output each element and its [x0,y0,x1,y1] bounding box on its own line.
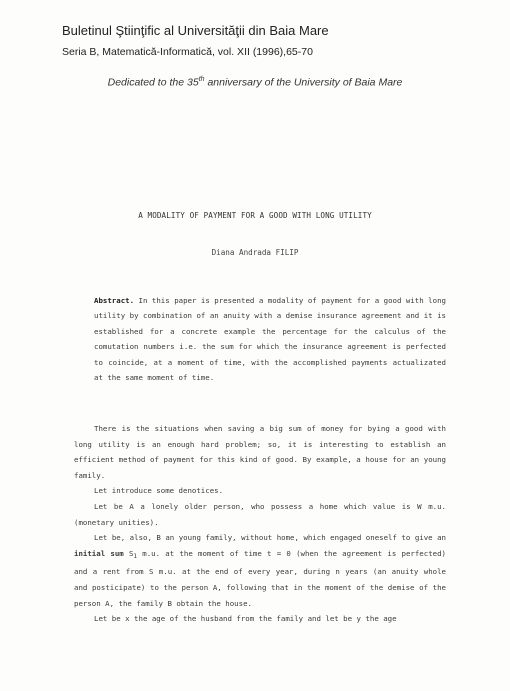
dedication-superscript: th [198,76,205,83]
paragraph-2: Let introduce some denotices. [94,486,224,496]
paragraph-5: Let be x the age of the husband from the family and let be y the age [94,614,397,624]
abstract-label: Abstract. [94,296,135,305]
journal-name: Buletinul Ştiinţific al Universităţii din Baia Mare [62,23,329,38]
dedication [0,76,510,89]
paragraph-1: There is the situations when saving a big sum of money for bying a good with long utility is an enough hard problem; so, it is interesting to establish an efficient method of payment for this kind of good. By example, a house for an young family. [74,424,446,480]
journal-series: Seria B, Matematică-Informatică, vol. XII (1996),65-70 [62,46,313,58]
abstract-text: In this paper is presented a modality of payment for a good with long utility by combination of an anuity with a demise insurance agreement and it is established for a concrete example the percentage for the calculus of the comutation numbers i.e. the sum for which the insurance agreement is perfected to coincide, at a moment of time, with the accomplished payments actualizated at the same moment of time. [94,296,446,383]
paragraph-3: Let be A a lonely older person, who possess a home which value is W m.u. (monetary unities). [74,501,446,527]
paragraph-4-end: m.u. at the moment of time t = 0 (when the agreement is perfected) and a rent from S m.u. at the end of every year, during n years (an anuity whole and posticipate) to the person A, following that in the moment of the demise of the person A, the family B obtain the house. [74,548,447,608]
journal-header [62,22,329,59]
sum-symbol: S [123,548,134,558]
paper-author: Diana Andrada FILIP [211,248,299,257]
paragraph-4-start: Let be, also, B an young family, without home, which engaged oneself to give an [94,533,446,543]
abstract [94,293,446,385]
body-text [74,421,446,627]
sum-subscript: 1 [133,552,138,560]
paper-title: A MODALITY OF PAYMENT FOR A GOOD WITH LONG UTILITY [138,211,372,220]
dedication-before: Dedicated to the 35 [107,76,199,89]
initial-sum-term: initial sum [74,548,124,558]
paragraph-4 [74,530,446,611]
dedication-after: anniversary of the University of Baia Mare [204,76,403,89]
